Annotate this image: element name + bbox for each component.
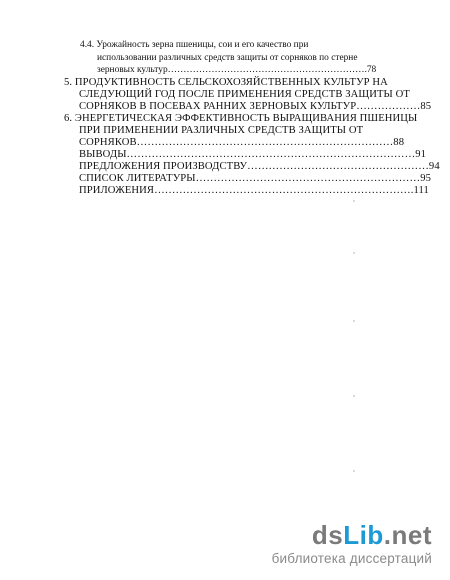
- toc-item-references: СПИСОК ЛИТЕРАТУРЫ………………………………………………………95: [79, 173, 431, 184]
- toc-item-5-line1: 5. ПРОДУКТИВНОСТЬ СЕЛЬСКОХОЗЯЙСТВЕННЫХ КУЛЬТУР НА: [64, 77, 388, 88]
- toc-item-6-line2: ПРИ ПРИМЕНЕНИИ РАЗЛИЧНЫХ СРЕДСТВ ЗАЩИТЫ ОТ: [79, 125, 364, 136]
- scan-mark: [353, 252, 355, 254]
- toc-item-5-line2: СЛЕДУЮЩИЙ ГОД ПОСЛЕ ПРИМЕНЕНИЯ СРЕДСТВ ЗАЩИТЫ ОТ: [79, 89, 410, 100]
- toc-item-5-line3: СОРНЯКОВ В ПОСЕВАХ РАННИХ ЗЕРНОВЫХ КУЛЬТУР………………85: [79, 101, 432, 112]
- toc-item-conclusions: ВЫВОДЫ………………………………………………………………………91: [79, 149, 427, 160]
- toc-item-4-4-line3: зерновых культур……………………………………………………….78: [97, 65, 377, 75]
- toc-item-proposals: ПРЕДЛОЖЕНИЯ ПРОИЗВОДСТВУ……………………………………………94: [79, 161, 440, 172]
- toc-item-4-4-line2: использовании различных средств защиты от сорняков по стерне: [97, 53, 358, 63]
- dslib-watermark: [272, 522, 432, 566]
- dslib-tagline: библиотека диссертаций: [271, 551, 432, 566]
- toc-item-6-line1: 6. ЭНЕРГЕТИЧЕСКАЯ ЭФФЕКТИВНОСТЬ ВЫРАЩИВАНИЯ ПШЕНИЦЫ: [64, 113, 418, 124]
- scan-mark: [353, 470, 355, 472]
- toc-item-4-4-line1: 4.4. Урожайность зерна пшеницы, сои и его качество при: [80, 40, 309, 50]
- scan-mark: [353, 320, 355, 322]
- toc-item-6-line3: СОРНЯКОВ………………………………………………………………88: [79, 137, 405, 148]
- scan-mark: [353, 200, 355, 202]
- dslib-logo: dsLib.net: [311, 520, 432, 550]
- toc-item-appendices: ПРИЛОЖЕНИЯ……………………………………………………………….111: [79, 185, 429, 196]
- scan-mark: [353, 395, 355, 397]
